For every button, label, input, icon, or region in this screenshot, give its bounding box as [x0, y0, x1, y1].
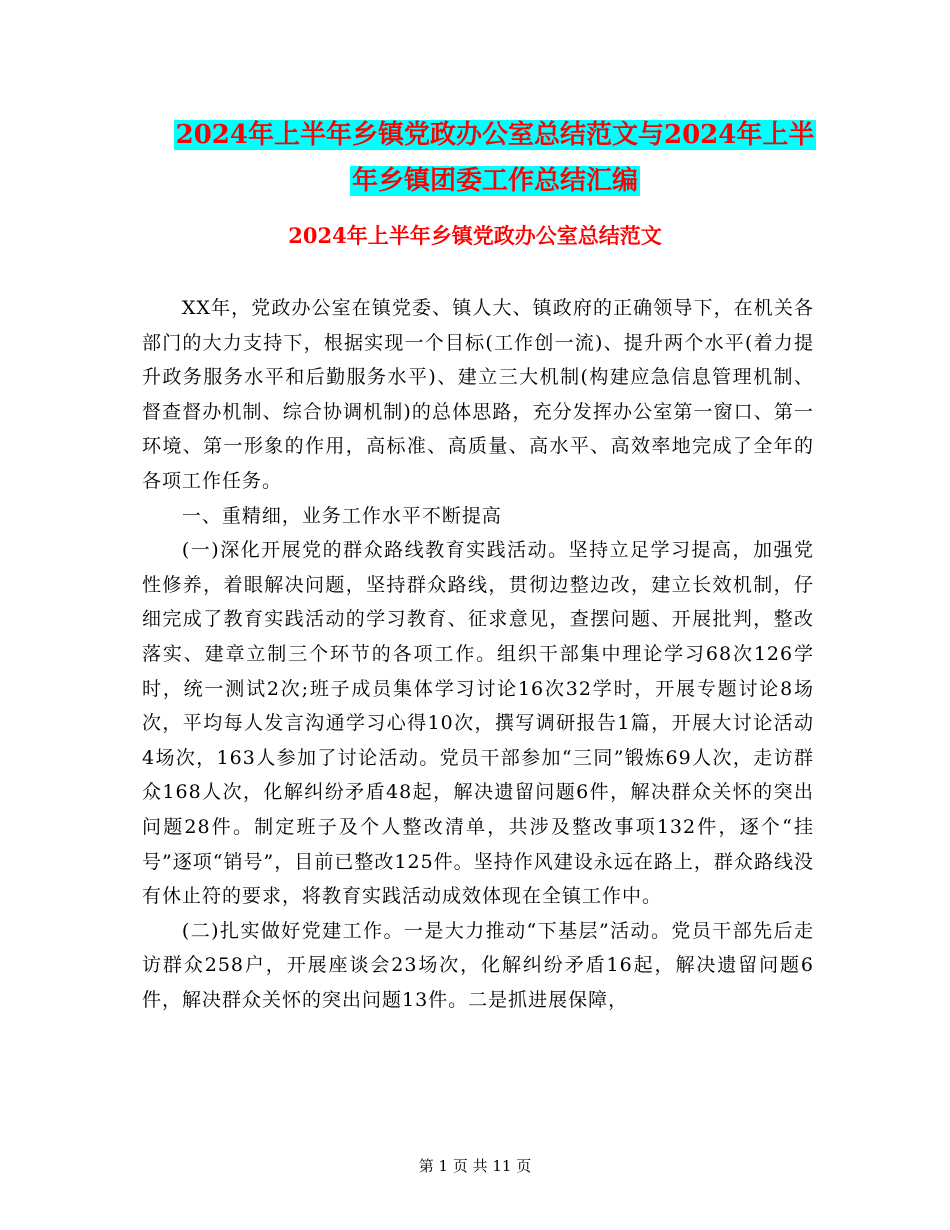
- document-body: [142, 291, 814, 1017]
- paragraph-intro: XX年，党政办公室在镇党委、镇人大、镇政府的正确领导下，在机关各部门的大力支持下，根据实现一个目标(工作创一流)、提升两个水平(着力提升政务服务水平和后勤服务水平)、建立三大机制(构建应急信息管理机制、督查督办机制、综合协调机制)的总体思路，充分发挥办公室第一窗口、第一环境、第一形象的作用，高标准、高质量、高水平、高效率地完成了全年的各项工作任务。: [142, 297, 814, 492]
- document-title: [140, 112, 850, 204]
- section-title: 2024年上半年乡镇党政办公室总结范文: [288, 223, 662, 248]
- document-title-line-2: 年乡镇团委工作总结汇编: [351, 166, 638, 196]
- paragraph-item-2: (二)扎实做好党建工作。一是大力推动“下基层”活动。党员干部先后走访群众258户，开展座谈会23场次，化解纠纷矛盾16起，解决遗留问题6件，解决群众关怀的突出问题13件。二是抓进展保障，: [142, 919, 814, 1011]
- paragraph-item-1: (一)深化开展党的群众路线教育实践活动。坚持立足学习提高，加强党性修养，着眼解决问题，坚持群众路线，贯彻边整边改，建立长效机制，仔细完成了教育实践活动的学习教育、征求意见，查摆问题、开展批判，整改落实、建章立制三个环节的各项工作。组织干部集中理论学习68次126学时，统一测试2次;班子成员集体学习讨论16次32学时，开展专题讨论8场次，平均每人发言沟通学习心得10次，撰写调研报告1篇，开展大讨论活动4场次，163人参加了讨论活动。党员干部参加“三同”锻炼69人次，走访群众168人次，化解纠纷矛盾48起，解决遗留问题6件，解决群众关怀的突出问题28件。制定班子及个人整改清单，共涉及整改事项132件，逐个“挂号”逐项“销号”，目前已整改125件。坚持作风建设永远在路上，群众路线没有休止符的要求，将教育实践活动成效体现在全镇工作中。: [142, 539, 814, 908]
- document-title-line-1: 2024年上半年乡镇党政办公室总结范文与2024年上半: [175, 120, 815, 150]
- page-footer: 第 1 页 共 11 页: [418, 1157, 532, 1175]
- heading-section-1: 一、重精细，业务工作水平不断提高: [181, 504, 502, 527]
